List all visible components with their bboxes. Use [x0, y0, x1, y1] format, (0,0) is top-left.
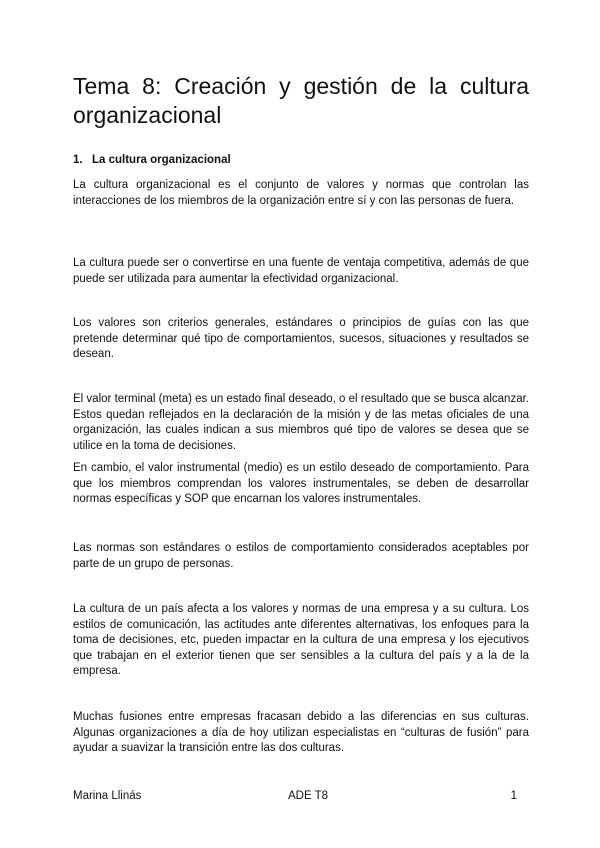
- page-number: 1: [510, 790, 517, 802]
- document-page: [73, 0, 529, 848]
- footer-author: Marina Llinás: [73, 790, 142, 802]
- paragraph-5: En cambio, el valor instrumental (medio) es un estilo deseado de comportamiento. Para que los miembros comprendan los valores instrumentales, se deben de desarrollar normas específicas y SOP que encarnan los valores instrumentales.: [73, 462, 529, 505]
- document-title: Tema 8: Creación y gestión de la cultura organizacional: [73, 73, 529, 128]
- section-title: La cultura organizacional: [92, 154, 231, 166]
- footer-course: ADE T8: [288, 790, 329, 802]
- paragraph-1: La cultura organizacional es el conjunto de valores y normas que controlan las interacciones de los miembros de la organización entre sí y con las personas de fuera.: [73, 179, 529, 207]
- paragraph-6: Las normas son estándares o estilos de comportamiento considerados aceptables por parte de un grupo de personas.: [73, 542, 529, 570]
- paragraph-7: La cultura de un país afecta a los valores y normas de una empresa y a su cultura. Los estilos de comunicación, las actitudes ante diferentes alternativas, los enfoques para la toma de decisiones, etc, pueden impactar en la cultura de una empresa y los ejecutivos que trabajan en el exterior tienen que ser sensibles a la cultura del país y a la de la empresa.: [73, 603, 529, 677]
- paragraph-8: Muchas fusiones entre empresas fracasan debido a las diferencias en sus culturas. Algunas organizaciones a día de hoy utilizan especialistas en “culturas de fusión” para ayudar a suavizar la transición entre las dos culturas.: [73, 711, 529, 754]
- section-heading: [73, 154, 231, 166]
- paragraph-2: La cultura puede ser o convertirse en una fuente de ventaja competitiva, además de que puede ser utilizada para aumentar la efectividad organizacional.: [73, 257, 529, 285]
- paragraph-4: El valor terminal (meta) es un estado final deseado, o el resultado que se busca alcanzar. Estos quedan reflejados en la declaración de la misión y de las metas oficiales de una organización, las cuales indican a sus miembros qué tipo de valores se desea que se utilice en la toma de decisiones.: [73, 393, 529, 452]
- paragraph-3: Los valores son criterios generales, estándares o principios de guías con las que pretende determinar qué tipo de comportamientos, sucesos, situaciones y resultados se desean.: [73, 317, 529, 360]
- section-number: 1.: [73, 154, 83, 166]
